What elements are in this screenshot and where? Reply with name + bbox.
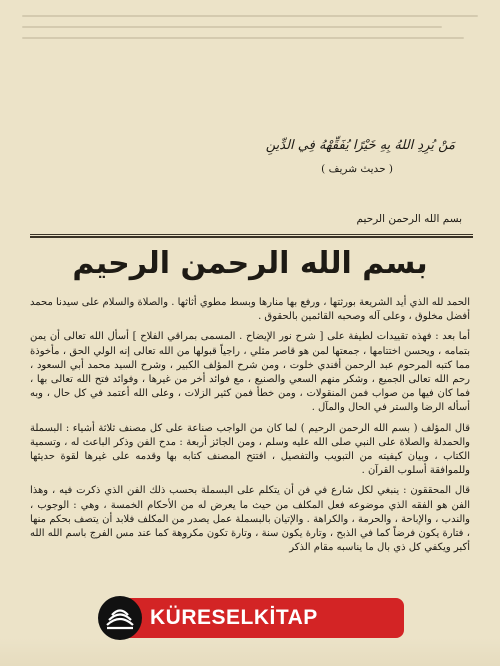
page-bottom-shade (0, 638, 500, 666)
paragraph: الحمد لله الذي أيد الشريعة بورثتها ، ورفع بها منارها وبسط مطوي أثاثها . والصلاة والسلام على سيدنا محمد أفضل مخلوق ، وعلى آله وصحبه القائمين بالحقوق . (30, 297, 470, 323)
basmala-heading: بسم الله الرحمن الرحيم (72, 246, 428, 281)
paragraph: أما بعد : فهذه تقييدات لطيفة على [ شرح نور الإيضاح . المسمى بمراقي الفلاح ] أسأل الله تعالى أن يمن بتمامه ، ويحسن اختتامها ، جمعتها لمن هو قاصر مثلي ، راجياً قبولها من الله تعالى إنه الولي الحق ، مأخوذة مما كتبه المرحوم عبد الرحمن أفندي خلوت ، ومن شرح المؤلف الكبير ، وشرح السيد محمد أبي السعود ، رحم الله تعالى الجميع ، وشكر منهم السعي والصنيع ، مع فوائد أخر من غيرها ، وفوائد فتح الله تعالى بها ، فما كان فيها من صواب فمن المنقولات ، ومن خطأ فمن كثير الزلات ، وعلى الله أعتمد في كل حال ، وبه أسأله الرضا والستر في الحال والمآل . (30, 331, 470, 414)
divider-rule (30, 234, 473, 235)
book-logo-icon (98, 596, 142, 640)
body-text (30, 296, 470, 596)
hadith-epigraph (205, 138, 455, 198)
paragraph: قال المؤلف ( بسم الله الرحمن الرحيم ) لما كان من الواجب صناعة على كل مصنف ثلاثة أشياء : البسملة والحمدلة والصلاة على النبي صلى الله عليه وسلم ، ومن الجائز أربعة : مدح الفن وذكر الباعث له ، وتسمية الكتاب ، وبيان كيفيته من التبويب والتفصيل ، افتتح المصنف كتابه بها وقدمه على غيرها لقوة حديثها وللموافقة أسلوب القرآن . (30, 422, 470, 477)
basmala-caption: بسم الله الرحمن الرحيم (356, 213, 462, 225)
watermark-logo (104, 598, 404, 638)
hadith-text: مَنْ يُرِدِ اللهُ بِهِ خَيْرًا يُفَقِّهْهُ فِي الدِّينِ (265, 138, 455, 153)
hadith-source: ( حديث شريف ) (321, 163, 393, 175)
logo-wordmark: KÜRESELKİTAP (150, 606, 318, 629)
paragraph: قال المحققون : ينبغي لكل شارع في فن أن يتكلم على البسملة بحسب ذلك الفن الذي ذكرت فيه ، وهذا الفن هو الفقه الذي موضوعه فعل المكلف من حيث ما يعرض له من الأحكام الخمسة ، وهي : الوجوب ، والندب ، والإباحة ، والحرمة ، والكراهة . والإتيان بالبسملة عمل يصدر من المكلف فلابد أن يتصف بحكم منها ، فتارة يكون فرضاً كما في الذبح ، وتارة يكون سنة ، وتارة تكون مكروهة كما عند مس الفرج باسم الله الله أكبر ويكفي كل ذي بال ما يناسبه مقام الذكر (30, 485, 470, 554)
bleed-through-text (22, 6, 478, 46)
divider-rule-thick (30, 236, 473, 238)
